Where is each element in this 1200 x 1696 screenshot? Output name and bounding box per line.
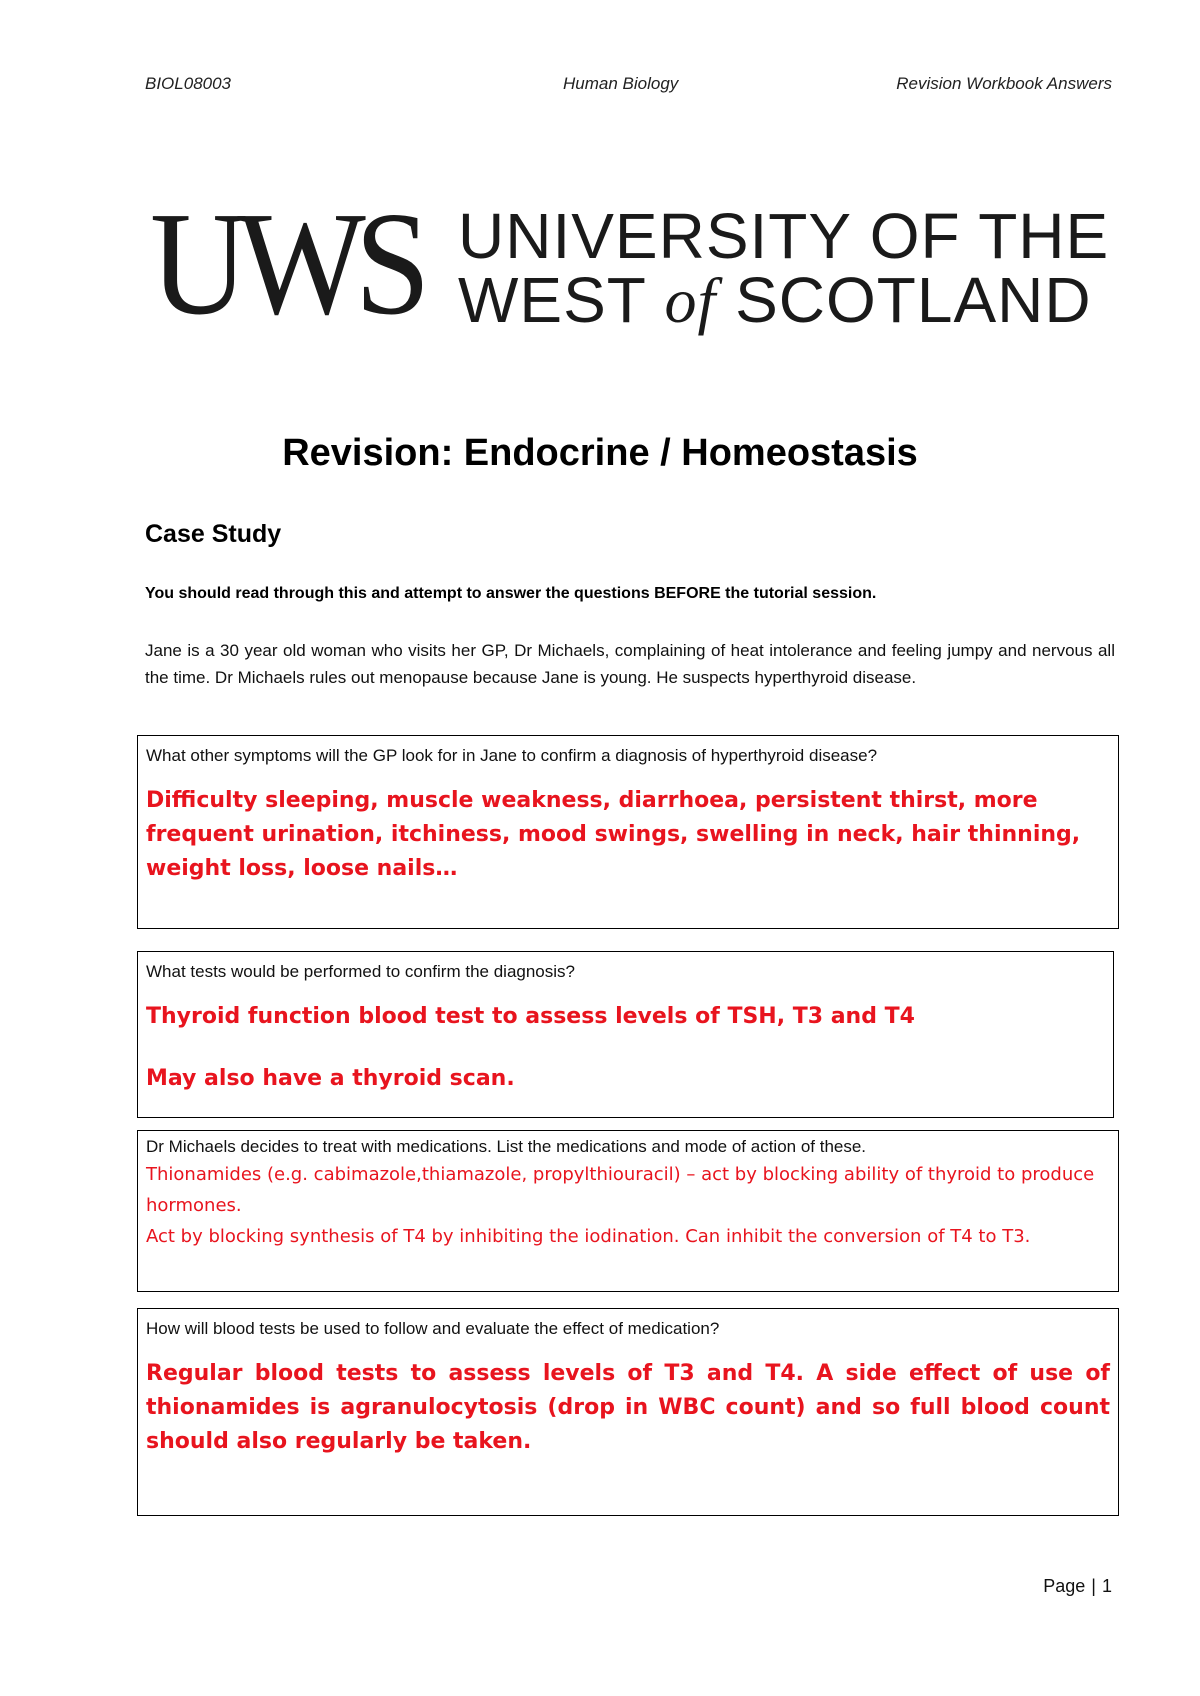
- question-box-symptoms: [137, 735, 1119, 929]
- question-text: What other symptoms will the GP look for in Jane to confirm a diagnosis of hyperthyroid disease?: [146, 746, 878, 765]
- question-box-blood-tests: [137, 1308, 1119, 1516]
- answer-text: Difficulty sleeping, muscle weakness, diarrhoea, persistent thirst, more frequent urination, itchiness, mood swings, swelling in neck, hair thinning, weight loss, loose nails…: [146, 788, 1081, 881]
- logo-mark: UWS: [150, 182, 420, 346]
- header-document-type: Revision Workbook Answers: [896, 74, 1112, 93]
- answer-line: Thyroid function blood test to assess levels of TSH, T3 and T4: [146, 1004, 915, 1029]
- logo-line-2: [458, 264, 1092, 336]
- page-label: Page: [1043, 1576, 1086, 1596]
- footer-separator: |: [1091, 1576, 1096, 1596]
- logo-word-west: WEST: [458, 264, 646, 336]
- question-text: How will blood tests be used to follow and evaluate the effect of medication?: [146, 1319, 720, 1338]
- logo-word-scotland: SCOTLAND: [735, 264, 1092, 336]
- header-course-code: BIOL08003: [145, 74, 232, 93]
- logo-word-of: of: [664, 265, 717, 336]
- answer-line: Thionamides (e.g. cabimazole,thiamazole, propylthiouracil) – act by blocking ability of thyroid to produce hormones.: [146, 1164, 1095, 1216]
- case-study-intro: Jane is a 30 year old woman who visits her GP, Dr Michaels, complaining of heat intolerance and feeling jumpy and nervous all the time. Dr Michaels rules out menopause because Jane is young. He suspects hyperthyroid disease.: [145, 641, 1115, 687]
- section-heading: Case Study: [145, 520, 282, 548]
- page-number: 1: [1101, 1576, 1112, 1596]
- question-text: Dr Michaels decides to treat with medications. List the medications and mode of action of these.: [146, 1137, 867, 1156]
- question-text: What tests would be performed to confirm the diagnosis?: [146, 962, 575, 981]
- header-subject: Human Biology: [563, 74, 679, 93]
- answer-text: Regular blood tests to assess levels of T3 and T4. A side effect of use of thionamides is agranulocytosis (drop in WBC count) and so full blood count should also regularly be taken.: [146, 1361, 1110, 1454]
- university-logo: [150, 182, 1110, 348]
- question-box-medications: [137, 1130, 1119, 1292]
- answer-text: [146, 1000, 1105, 1096]
- answer-line: Act by blocking synthesis of T4 by inhibiting the iodination. Can inhibit the conversion of T4 to T3.: [146, 1226, 1031, 1247]
- question-box-tests: [137, 951, 1114, 1118]
- answer-text: [146, 1159, 1110, 1252]
- page-footer: [1043, 1576, 1112, 1597]
- page-title: Revision: Endocrine / Homeostasis: [282, 432, 918, 474]
- instruction-text: You should read through this and attempt to answer the questions BEFORE the tutorial session.: [145, 585, 877, 602]
- logo-line-1: UNIVERSITY OF THE: [458, 200, 1110, 272]
- answer-line: May also have a thyroid scan.: [146, 1066, 515, 1091]
